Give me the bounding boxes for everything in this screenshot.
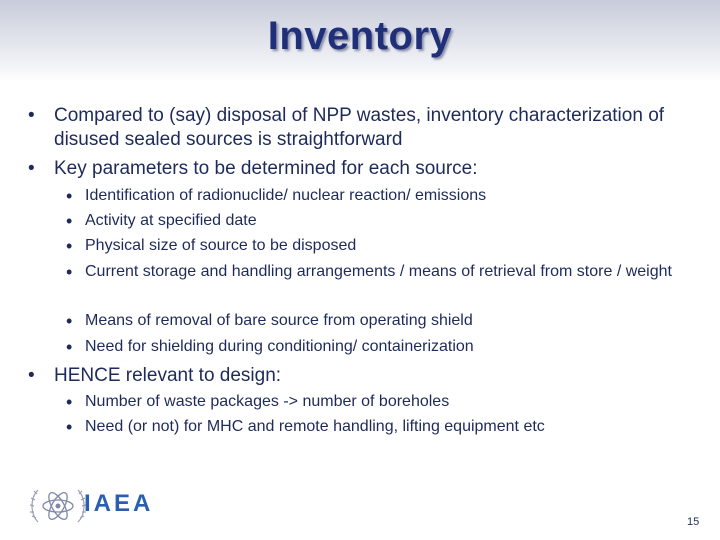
sub-bullet-text: Means of removal of bare source from operating shield bbox=[85, 312, 473, 329]
bullet-text: Key parameters to be determined for each source: bbox=[54, 158, 478, 179]
sub-bullet-text: Current storage and handling arrangements / means of retrieval from store / weight bbox=[85, 263, 672, 280]
bullet-glyph: • bbox=[66, 211, 73, 231]
sub-bullet bbox=[66, 261, 695, 283]
bullet-glyph: • bbox=[66, 311, 73, 331]
sub-bullet-text: Need for shielding during conditioning/ containerization bbox=[85, 338, 474, 355]
bullet-glyph: • bbox=[66, 392, 73, 412]
bullet-1 bbox=[28, 104, 694, 152]
bullet-glyph: • bbox=[66, 417, 73, 437]
sub-bullet-text: Identification of radionuclide/ nuclear reaction/ emissions bbox=[85, 187, 487, 204]
bullet-3 bbox=[28, 364, 694, 388]
bullet-glyph: • bbox=[28, 105, 35, 126]
sub-bullet bbox=[66, 185, 705, 207]
bullet-glyph: • bbox=[28, 158, 35, 179]
page-number: 15 bbox=[687, 516, 700, 528]
bullet-2 bbox=[28, 157, 694, 181]
sub-bullet bbox=[66, 310, 705, 332]
bullet-glyph: • bbox=[66, 236, 73, 256]
sub-bullet-text: Number of waste packages -> number of boreholes bbox=[85, 393, 450, 410]
sub-bullet-text: Activity at specified date bbox=[85, 212, 257, 229]
bullet-glyph: • bbox=[66, 186, 73, 206]
bullet-glyph: • bbox=[66, 262, 73, 282]
bullet-text: Compared to (say) disposal of NPP wastes, inventory characterization of disused sealed sources is straightforward bbox=[54, 105, 665, 150]
sub-bullet bbox=[66, 336, 705, 358]
sub-bullet-text: Physical size of source to be disposed bbox=[85, 237, 357, 254]
bullet-text: HENCE relevant to design: bbox=[54, 365, 282, 386]
sub-bullet-text: Need (or not) for MHC and remote handling, lifting equipment etc bbox=[85, 418, 545, 435]
bullet-glyph: • bbox=[28, 365, 35, 386]
sub-bullet bbox=[66, 416, 705, 438]
bullet-glyph: • bbox=[66, 337, 73, 357]
iaea-atom-wreath-icon bbox=[28, 484, 88, 528]
slide-title: Inventory bbox=[267, 14, 453, 58]
sub-bullet bbox=[66, 210, 705, 232]
sub-bullet bbox=[66, 391, 705, 413]
sub-bullet bbox=[66, 235, 705, 257]
iaea-logo-text: IAEA bbox=[84, 490, 154, 517]
